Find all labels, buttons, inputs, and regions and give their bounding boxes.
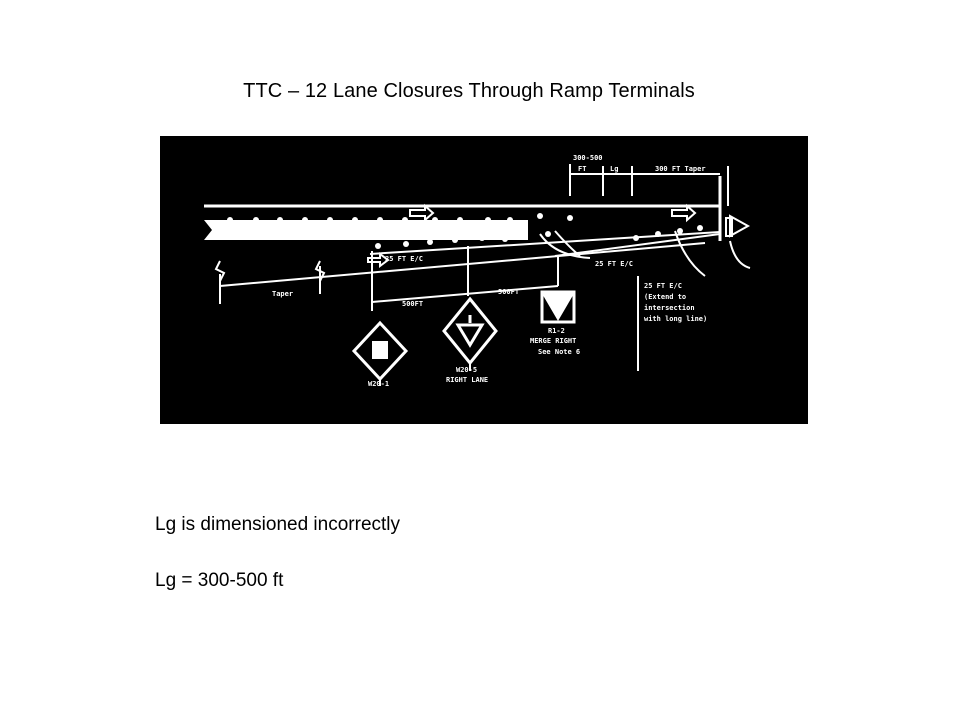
label-ramp-ec-1: 25 FT E/C bbox=[385, 255, 423, 263]
label-sign-3-code: R1-2 bbox=[548, 327, 565, 335]
ttc-diagram-drawing bbox=[160, 136, 808, 424]
label-sign-2-code: W20-5 bbox=[456, 366, 478, 374]
label-note-extend-1: (Extend to bbox=[644, 293, 687, 301]
slide-title: TTC – 12 Lane Closures Through Ramp Terminals bbox=[243, 80, 695, 102]
ttc-diagram bbox=[160, 136, 808, 424]
label-top-dim-taper: 300 FT Taper bbox=[655, 165, 706, 173]
label-top-dim-lg: Lg bbox=[610, 165, 619, 173]
lane-arrow-1 bbox=[410, 206, 433, 220]
sign-3 bbox=[542, 292, 574, 322]
label-top-dim-1: 300-500 bbox=[573, 154, 603, 162]
label-note-ec: 25 FT E/C bbox=[644, 282, 682, 290]
label-sign-3-note: See Note 6 bbox=[538, 348, 581, 356]
label-sign-dist-1: 500FT bbox=[402, 300, 424, 308]
label-ramp-ec-2: 25 FT E/C bbox=[595, 260, 633, 268]
label-sign-dist-2: 500FT bbox=[498, 288, 520, 296]
exit-curve bbox=[730, 241, 750, 268]
label-taper: Taper bbox=[272, 290, 294, 298]
label-note-extend-3: with long line) bbox=[644, 315, 708, 323]
lane-arrow-2 bbox=[672, 206, 695, 220]
sign-dim-base bbox=[372, 286, 558, 302]
label-sign-1-code: W20-1 bbox=[368, 380, 390, 388]
sign-2 bbox=[444, 299, 496, 363]
label-sign-2-sub: RIGHT LANE bbox=[446, 376, 489, 384]
label-note-extend-2: intersection bbox=[644, 304, 695, 312]
note-lg-incorrect: Lg is dimensioned incorrectly bbox=[155, 514, 401, 535]
sign-1 bbox=[354, 323, 406, 379]
label-top-dim-1b: FT bbox=[578, 165, 587, 173]
label-sign-3-sub: MERGE RIGHT bbox=[530, 337, 577, 345]
ramp-curve-1 bbox=[555, 231, 580, 256]
note-lg-value: Lg = 300-500 ft bbox=[155, 570, 284, 591]
